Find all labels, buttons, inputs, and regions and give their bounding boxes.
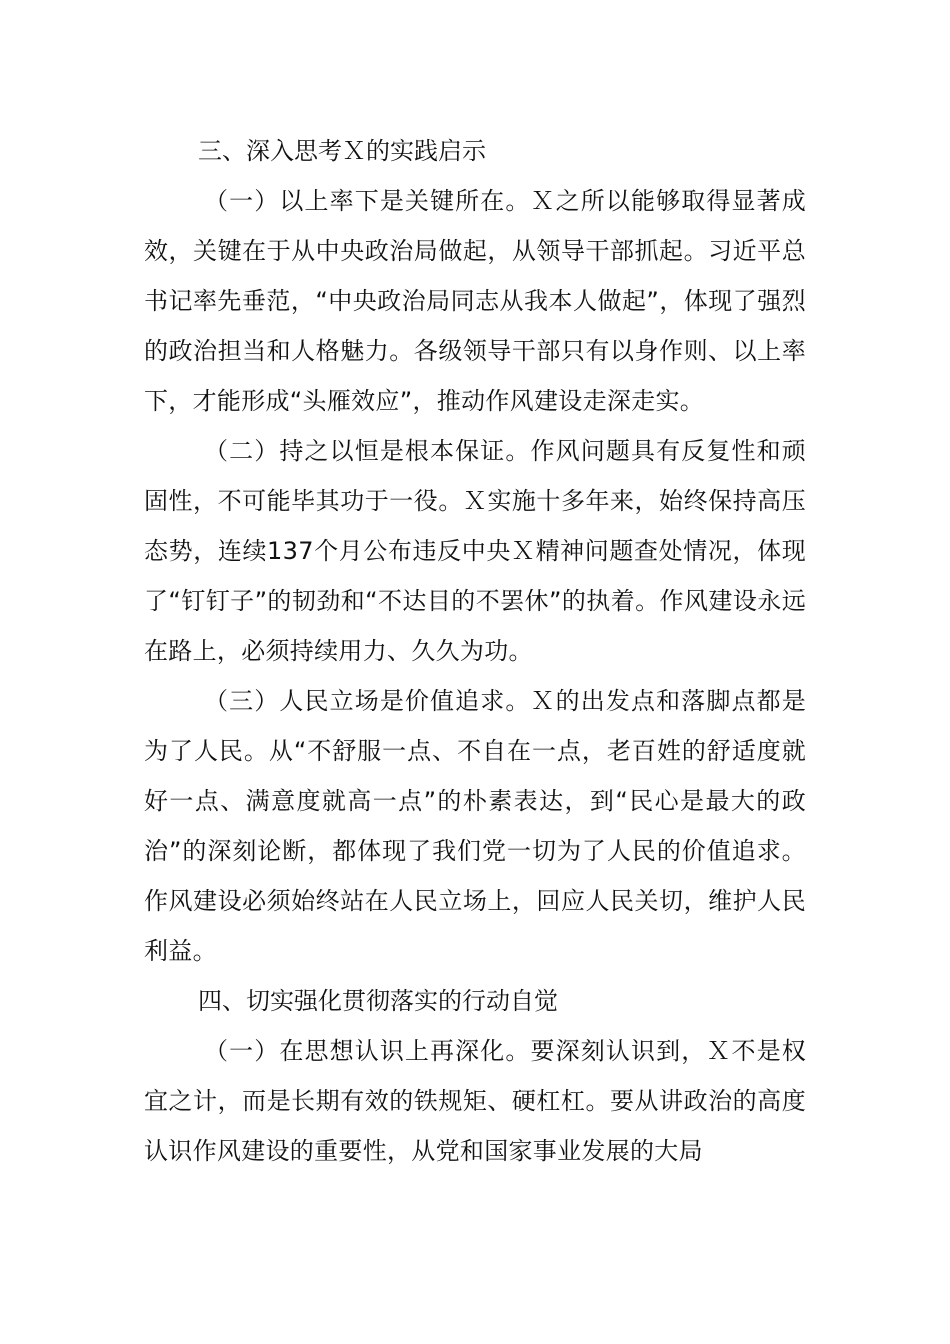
paragraph-3-3: （三）人民立场是价值追求。Ｘ的出发点和落脚点都是为了人民。从“不舒服一点、不自在一点，老百姓的舒适度就好一点、满意度就高一点”的朴素表达，到“民心是最大的政治”的深刻论断，都体现了我们党一切为了人民的价值追求。作风建设必须始终站在人民立场上，回应人民关切，维护人民利益。 xyxy=(144,687,806,965)
section-heading-3: 三、深入思考Ｘ的实践启示 xyxy=(198,137,486,165)
section-heading-4: 四、切实强化贯彻落实的行动自觉 xyxy=(198,987,558,1015)
document-body xyxy=(144,126,806,1176)
paragraph-4-1: （一）在思想认识上再深化。要深刻认识到，Ｘ不是权宜之计，而是长期有效的铁规矩、硬杠杠。要从讲政治的高度认识作风建设的重要性，从党和国家事业发展的大局 xyxy=(144,1037,806,1165)
paragraph-3-2: （二）持之以恒是根本保证。作风问题具有反复性和顽固性，不可能毕其功于一役。Ｘ实施十多年来，始终保持高压态势，连续137个月公布违反中央Ｘ精神问题查处情况，体现了“钉钉子”的韧劲和“不达目的不罢休”的执着。作风建设永远在路上，必须持续用力、久久为功。 xyxy=(144,437,806,665)
paragraph-3-1: （一）以上率下是关键所在。Ｘ之所以能够取得显著成效，关键在于从中央政治局做起，从领导干部抓起。习近平总书记率先垂范，“中央政治局同志从我本人做起”，体现了强烈的政治担当和人格魅力。各级领导干部只有以身作则、以上率下，才能形成“头雁效应”，推动作风建设走深走实。 xyxy=(144,187,806,415)
